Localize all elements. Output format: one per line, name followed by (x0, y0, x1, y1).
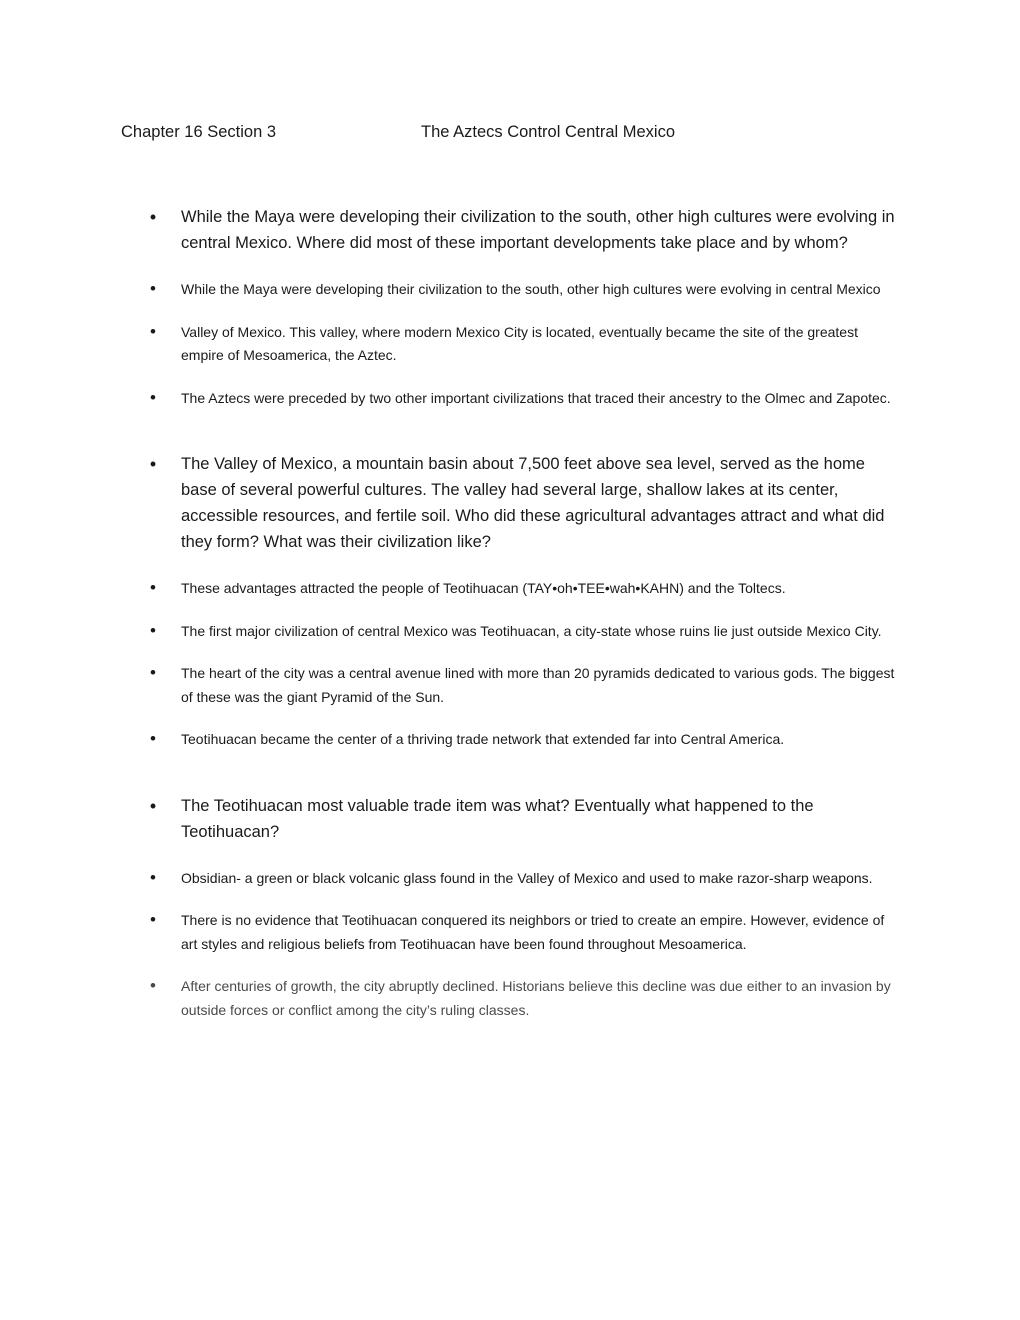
bullet-icon: • (150, 321, 156, 341)
answer-item (0, 321, 1020, 368)
bullet-icon: • (150, 910, 156, 929)
question-text: While the Maya were developing their civilization to the south, other high cultures were evolving in central Mexico. Where did most of these important developments take place and by whom? (181, 208, 895, 252)
answer-item (0, 662, 1020, 709)
answer-text: After centuries of growth, the city abruptly declined. Historians believe this decline was due either to an invasion by outside forces or conflict among the city’s ruling classes. (181, 978, 891, 1018)
bullet-icon: • (150, 387, 156, 407)
answer-text: These advantages attracted the people of Teotihuacan (TAY•oh•TEE•wah•KAHN) and the Toltecs. (181, 580, 786, 596)
bullet-icon: • (149, 795, 157, 816)
answer-text: While the Maya were developing their civilization to the south, other high cultures were evolving in central Mexico (181, 281, 881, 297)
answer-item (0, 620, 1020, 644)
document-body (0, 204, 1020, 1041)
answer-text: The first major civilization of central Mexico was Teotihuacan, a city-state whose ruins lie just outside Mexico City. (181, 622, 882, 639)
bullet-icon: • (150, 279, 156, 298)
bullet-icon: • (149, 454, 157, 474)
bullet-icon: • (149, 207, 157, 227)
answer-text: Valley of Mexico. This valley, where modern Mexico City is located, eventually became the site of the greatest empire of Mesoamerica, the Aztec. (181, 323, 858, 363)
question-item (0, 793, 1020, 845)
question-item (0, 204, 1020, 256)
answer-item (0, 975, 1020, 1022)
answer-item (0, 728, 1020, 752)
answer-text: The heart of the city was a central avenue lined with more than 20 pyramids dedicated to various gods. The biggest of these was the giant Pyramid of the Sun. (181, 665, 895, 705)
bullet-icon: • (150, 620, 156, 640)
page-title: The Aztecs Control Central Mexico (421, 123, 676, 141)
bullet-icon: • (150, 663, 156, 682)
bullet-icon: • (150, 729, 156, 748)
chapter-label: Chapter 16 Section 3 (121, 123, 277, 141)
question-text: The Valley of Mexico, a mountain basin about 7,500 feet above sea level, served as the home base of several powerful cultures. The valley had several large, shallow lakes at its center, accessible resources, and fertile soil. Who did these agricultural advantages attract and what did they form? What was their civilization like? (181, 455, 885, 551)
answer-text: The Aztecs were preceded by two other important civilizations that traced their ancestry to the Olmec and Zapotec. (181, 389, 891, 406)
answer-item (0, 909, 1020, 956)
answer-text: Teotihuacan became the center of a thriving trade network that extended far into Central America. (181, 731, 785, 747)
bullet-icon: • (150, 578, 156, 597)
answer-item (0, 278, 1020, 302)
question-text: The Teotihuacan most valuable trade item was what? Eventually what happened to the Teotihuacan? (181, 796, 814, 841)
bullet-icon: • (150, 976, 156, 995)
answer-text: There is no evidence that Teotihuacan conquered its neighbors or tried to create an empire. However, evidence of art styles and religious beliefs from Teotihuacan have been found throughout Mesoamerica. (181, 912, 885, 952)
answer-text: Obsidian- a green or black volcanic glass found in the Valley of Mexico and used to make razor-sharp weapons. (181, 869, 873, 886)
answer-item (0, 387, 1020, 411)
bullet-icon: • (150, 867, 156, 887)
question-item (0, 451, 1020, 555)
answer-item (0, 867, 1020, 891)
answer-item (0, 577, 1020, 601)
